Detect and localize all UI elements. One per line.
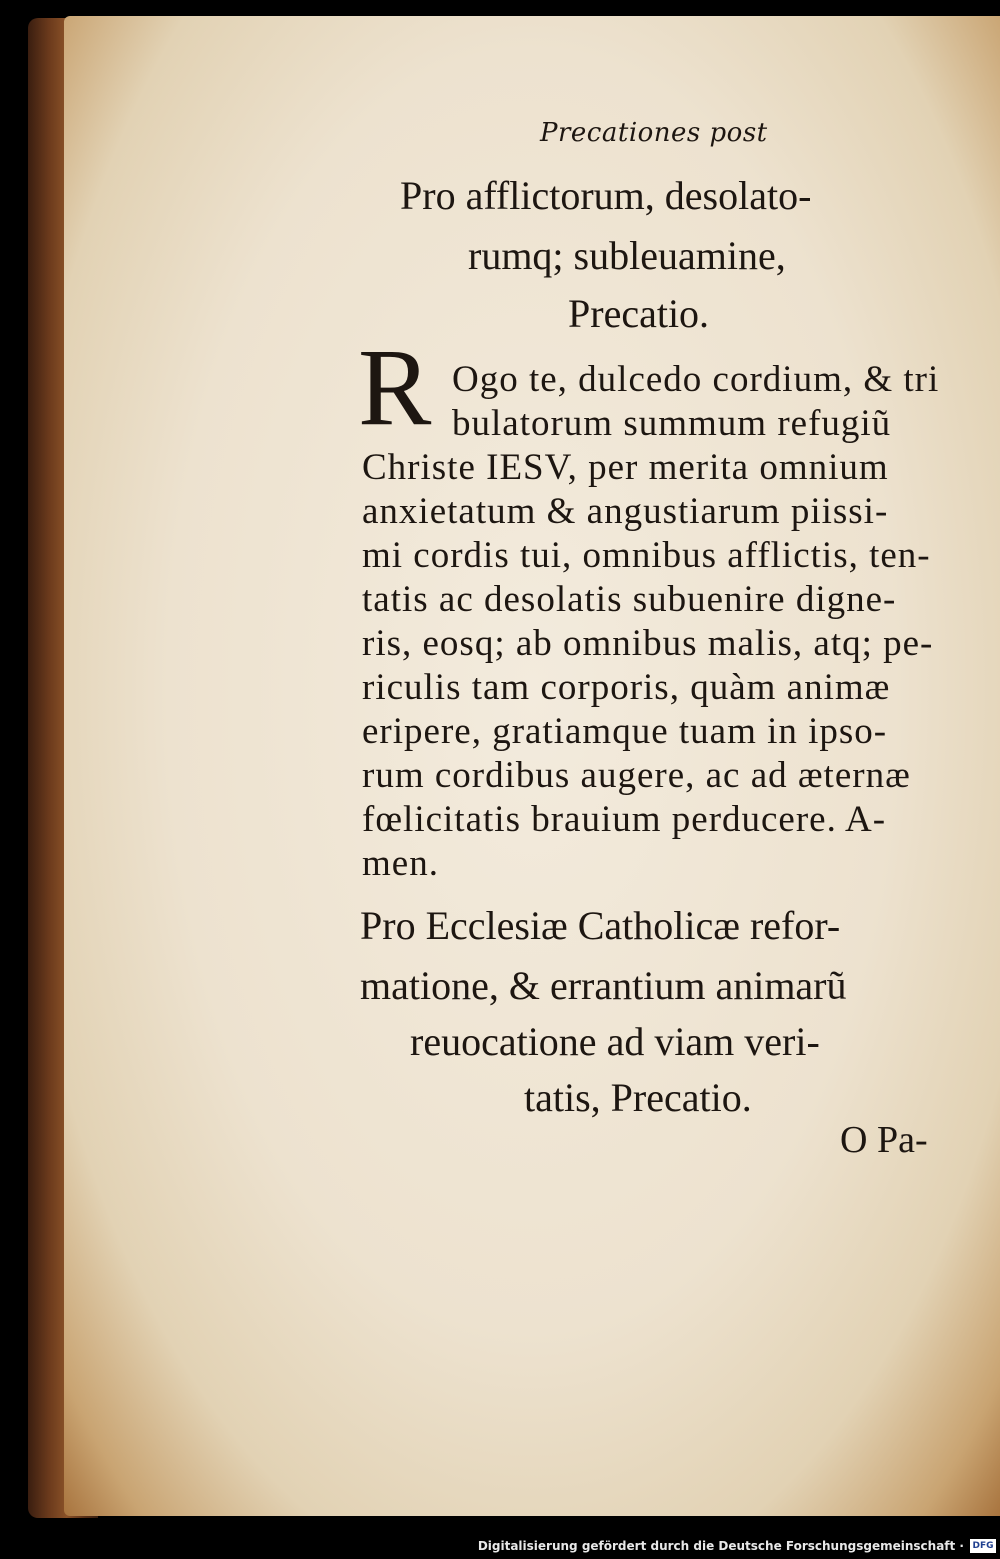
heading-line: rumq; subleuamine, <box>468 233 786 278</box>
body-line: mi cordis tui, omnibus afflictis, ten- <box>362 535 931 576</box>
body-line: anxietatum & angustiarum piissi- <box>362 491 889 532</box>
running-head: Precationes post <box>540 118 768 148</box>
body-line: ris, eosq; ab omnibus malis, atq; pe- <box>362 623 934 664</box>
funding-credit: Digitalisierung gefördert durch die Deutsche Forschungsgemeinschaft · <box>477 1539 964 1553</box>
heading-line: reuocatione ad viam veri- <box>410 1019 820 1064</box>
body-line: Ogo te, dulcedo cordium, & tri <box>452 359 940 400</box>
body-line: Christe IESV, per merita omnium <box>362 447 889 488</box>
drop-cap: R <box>358 326 432 448</box>
heading-line: Pro afflictorum, desolato- <box>400 173 812 218</box>
heading-line: tatis, Precatio. <box>524 1075 752 1120</box>
body-line: fœlicitatis brauium perducere. A- <box>362 799 887 840</box>
heading-line: Pro Ecclesiæ Catholicæ refor- <box>360 903 841 948</box>
dfg-logo: DFG <box>970 1539 996 1553</box>
body-line: tatis ac desolatis subuenire digne- <box>362 579 897 620</box>
body-line: eripere, gratiamque tuam in ipso- <box>362 711 888 752</box>
body-line: rum cordibus augere, ac ad æternæ <box>362 755 911 796</box>
heading-line: Precatio. <box>568 291 710 336</box>
body-line: riculis tam corporis, quàm animæ <box>362 667 891 708</box>
catchword: O Pa- <box>840 1119 928 1161</box>
body-line: bulatorum summum refugiũ <box>452 403 892 444</box>
body-line: men. <box>362 843 439 884</box>
heading-line: matione, & errantium animarũ <box>360 963 847 1008</box>
footer-bar <box>0 1536 1000 1559</box>
